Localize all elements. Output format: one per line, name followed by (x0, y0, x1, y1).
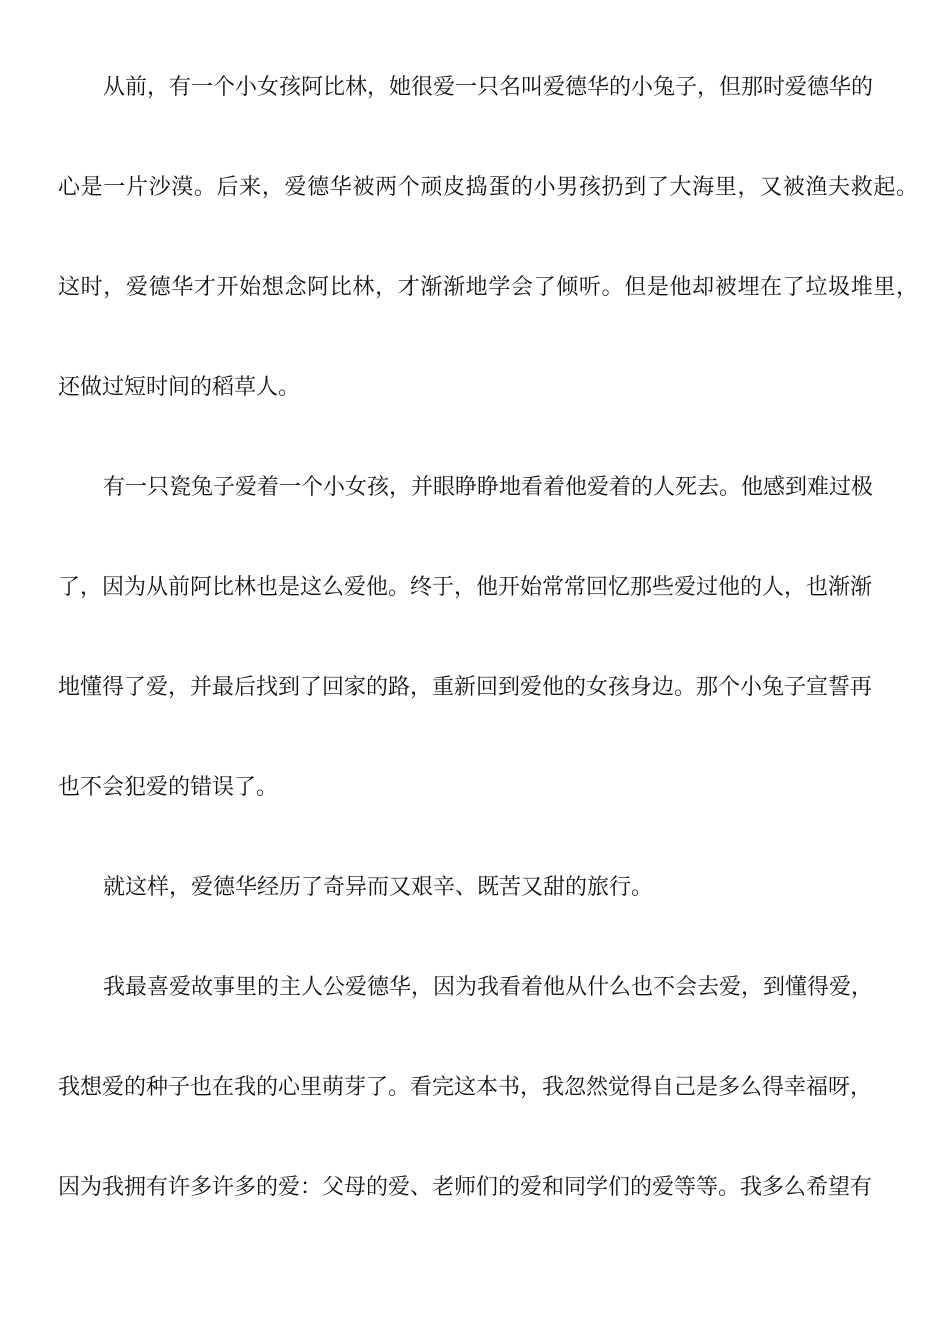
paragraph-1-line-4: 还做过短时间的稻草人。 (58, 375, 301, 400)
paragraph-2-line-1: 有一只瓷兔子爱着一个小女孩，并眼睁睁地看着他爱着的人死去。他感到难过极 (103, 475, 874, 500)
paragraph-4-line-3: 因为我拥有许多许多的爱：父母的爱、老师们的爱和同学们的爱等等。我多么希望有 (58, 1175, 873, 1200)
paragraph-1-line-2: 心是一片沙漠。后来，爱德华被两个顽皮捣蛋的小男孩扔到了大海里，又被渔夫救起。 (58, 175, 918, 200)
paragraph-1-line-3: 这时，爱德华才开始想念阿比林，才渐渐地学会了倾听。但是他却被埋在了垃圾堆里， (58, 275, 918, 300)
paragraph-3-line-1: 就这样，爱德华经历了奇异而又艰辛、既苦又甜的旅行。 (103, 875, 654, 900)
paragraph-1-line-1: 从前，有一个小女孩阿比林，她很爱一只名叫爱德华的小兔子，但那时爱德华的 (103, 75, 874, 100)
paragraph-2-line-4: 也不会犯爱的错误了。 (58, 775, 279, 800)
paragraph-2-line-2: 了，因为从前阿比林也是这么爱他。终于，他开始常常回忆那些爱过他的人，也渐渐 (58, 575, 873, 600)
paragraph-2-line-3: 地懂得了爱，并最后找到了回家的路，重新回到爱他的女孩身边。那个小兔子宣誓再 (58, 675, 873, 700)
paragraph-4-line-1: 我最喜爱故事里的主人公爱德华，因为我看着他从什么也不会去爱，到懂得爱， (103, 975, 874, 1000)
paragraph-4-line-2: 我想爱的种子也在我的心里萌芽了。看完这本书，我忽然觉得自己是多么得幸福呀， (58, 1075, 873, 1100)
